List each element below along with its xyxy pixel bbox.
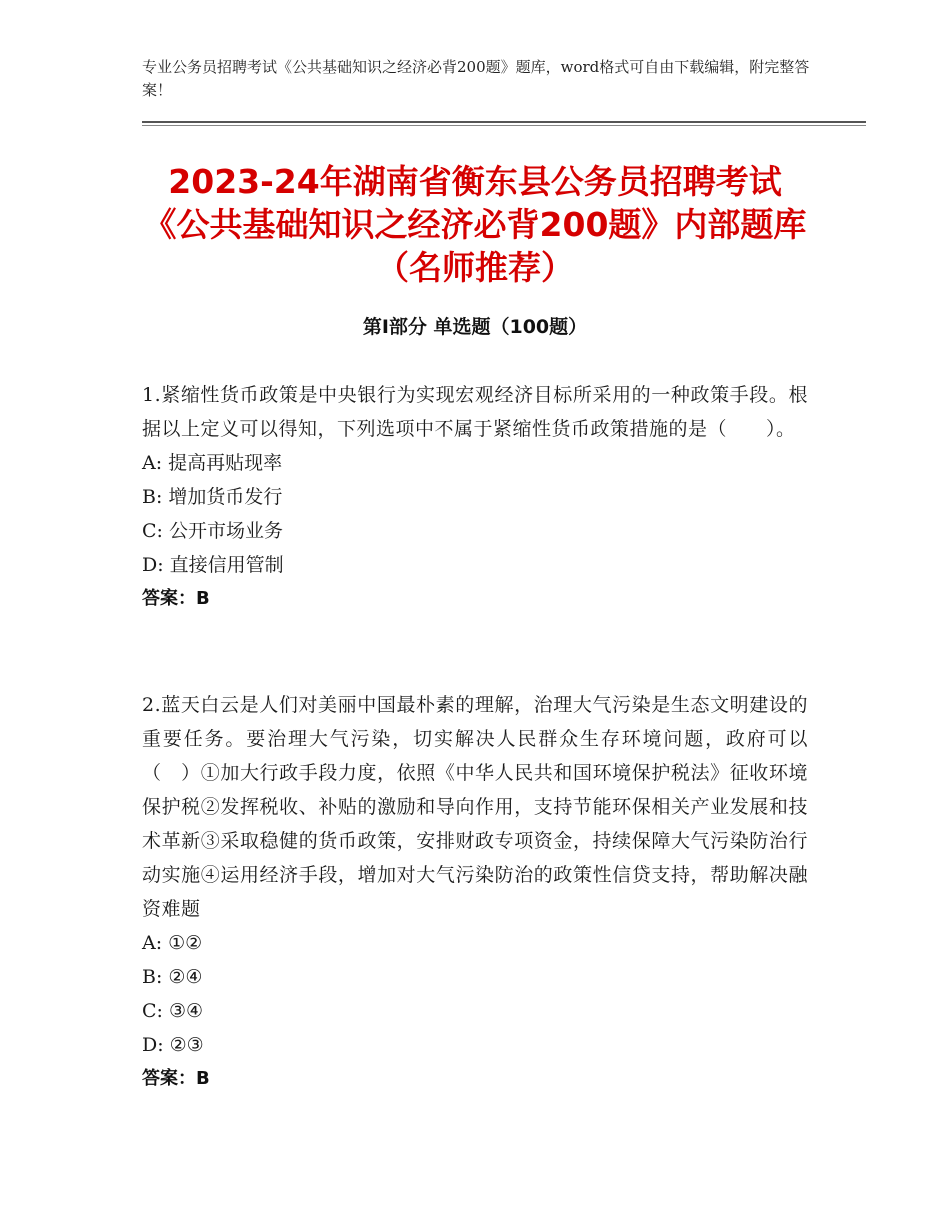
option-d [142,548,808,582]
question-stem: 2.蓝天白云是人们对美丽中国最朴素的理解，治理大气污染是生态文明建设的重要任务。要治理大气污染，切实解决人民群众生存环境问题，政府可以（ ）①加大行政手段力度，依照《中华人民共和国环境保护税法》征收环境保护税②发挥税收、补贴的激励和导向作用，支持节能环保相关产业发展和技术革新③采取稳健的货币政策，安排财政专项资金，持续保障大气污染防治行动实施④运用经济手段，增加对大气污染防治的政策性信贷支持，帮助解决融资难题 [142,694,808,920]
option-text: 提高再贴现率 [168,452,283,474]
answer-line: 答案：B [142,1068,210,1089]
option-text: ①② [168,932,203,954]
option-d [142,1028,808,1062]
option-text: ②④ [168,966,203,988]
option-c [142,994,808,1028]
answer-line: 答案：B [142,588,210,609]
option-label: C: [142,520,163,542]
header-rule-thick [142,121,866,123]
option-text: 直接信用管制 [169,554,284,576]
option-label: D: [142,1034,164,1056]
option-a [142,926,808,960]
question-stem: 1.紧缩性货币政策是中央银行为实现宏观经济目标所采用的一种政策手段。根据以上定义可以得知，下列选项中不属于紧缩性货币政策措施的是（ ）。 [142,384,808,440]
option-label: B: [142,966,163,988]
option-b [142,480,808,514]
option-text: 公开市场业务 [168,520,283,542]
header-rule-thin [142,125,866,126]
question-2 [142,688,808,1096]
section-title: 第Ⅰ部分 单选题（100题） [362,316,588,338]
option-label: A: [142,452,163,474]
option-label: B: [142,486,163,508]
option-text: ②③ [169,1034,204,1056]
option-c [142,514,808,548]
option-b [142,960,808,994]
option-text: ③④ [168,1000,204,1022]
question-1 [142,378,808,616]
option-a [142,446,808,480]
header-note: 专业公务员招聘考试《公共基础知识之经济必背200题》题库，word格式可自由下载编辑，附完整答案！ [142,58,810,99]
option-label: A: [142,932,163,954]
option-label: D: [142,554,164,576]
option-label: C: [142,1000,163,1022]
option-text: 增加货币发行 [168,486,283,508]
document-title: 2023-24年湖南省衡东县公务员招聘考试《公共基础知识之经济必背200题》内部题库（名师推荐） [143,162,807,287]
